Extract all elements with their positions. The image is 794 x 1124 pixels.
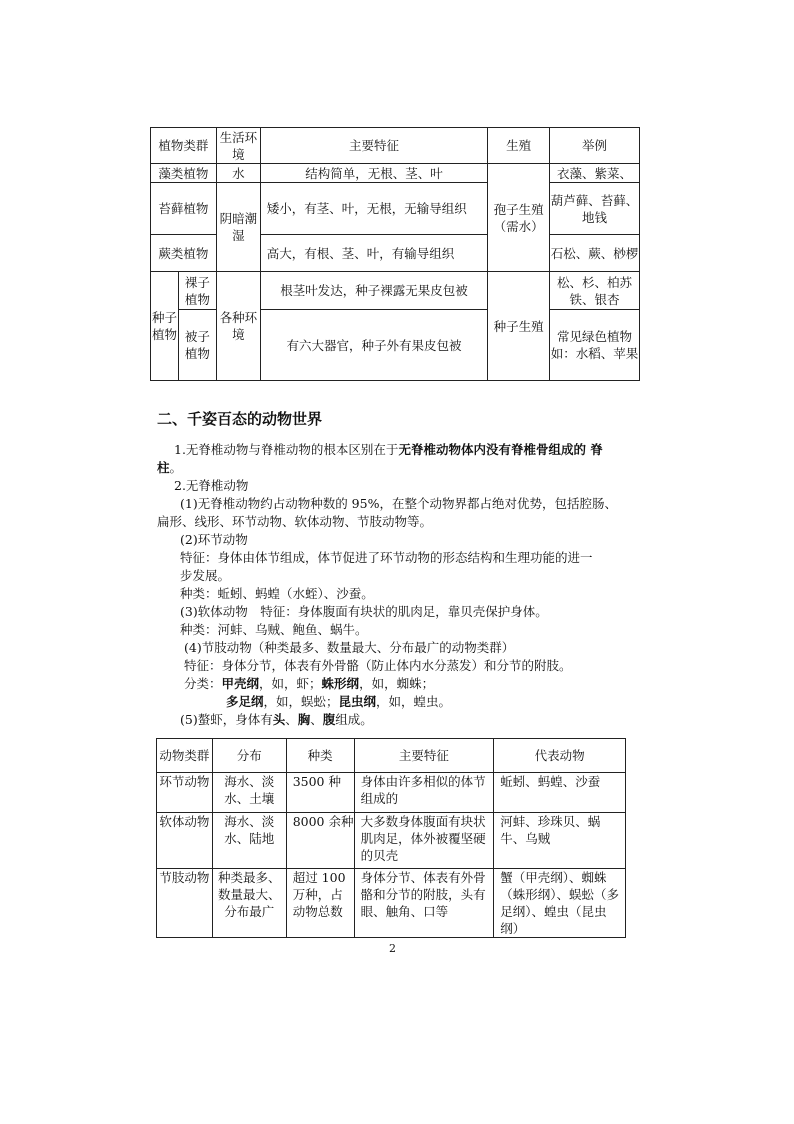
paragraph-6: 种类：蚯蚓、蚂蝗（水蛭）、沙蚕。 (180, 586, 374, 601)
th-example: 举例 (550, 128, 640, 164)
fern-group: 蕨类植物 (151, 235, 217, 272)
algae-env: 水 (216, 164, 260, 183)
th-count: 种类 (286, 739, 354, 773)
group-cell: 软体动物 (157, 813, 213, 869)
paragraph-3a: (1)无脊椎动物约占动物种数的 95%，在整个动物界都占绝对优势，包括腔肠、 (180, 496, 617, 511)
table-row (157, 813, 626, 869)
example-cell: 蚯蚓、蚂蝗、沙蚕 (494, 773, 626, 813)
spore-repro: 孢子生殖（需水） (488, 164, 550, 272)
angio-group: 被子植物 (178, 310, 216, 381)
paragraph-9: (4)节肢动物（种类最多、数量最大、分布最广的动物类群） (184, 640, 515, 655)
th-env: 生活环境 (216, 128, 260, 164)
feature-cell: 身体由许多相似的体节组成的 (354, 773, 494, 813)
gymno-example: 松、杉、柏苏铁、银杏 (550, 272, 640, 310)
section-title: 二、千姿百态的动物世界 (157, 410, 323, 428)
group-cell: 环节动物 (157, 773, 213, 813)
paragraph-5b: 步发展。 (180, 568, 231, 583)
group-cell: 节肢动物 (157, 869, 213, 938)
paragraph-11: 分类：甲壳纲，如，虾；蛛形纲，如，蜘蛛； (184, 676, 435, 691)
paragraph-8: 种类：河蚌、乌贼、鲍鱼、蜗牛。 (180, 622, 368, 637)
angio-example: 常见绿色植物如：水稻、苹果 (550, 310, 640, 381)
seed-plant: 种子植物 (151, 272, 179, 381)
th-feature: 主要特征 (260, 128, 487, 164)
algae-group: 藻类植物 (151, 164, 217, 183)
animal-table (156, 738, 626, 938)
count-cell: 超过 100 万种，占动物总数 (286, 869, 354, 938)
paragraph-10: 特征：身体分节，体表有外骨骼（防止体内水分蒸发）和分节的附肢。 (184, 658, 572, 673)
dist-cell: 海水、淡水、土壤 (212, 773, 286, 813)
paragraph-1-cont: 柱。 (157, 460, 183, 475)
feature-cell: 身体分节、体表有外骨骼和分节的附肢，头有眼、触角、口等 (354, 869, 494, 938)
th-dist: 分布 (212, 739, 286, 773)
count-cell: 3500 种 (286, 773, 354, 813)
algae-feature: 结构简单，无根、茎、叶 (260, 164, 487, 183)
moss-feature: 矮小，有茎、叶，无根，无输导组织 (260, 183, 487, 235)
moss-group: 苔藓植物 (151, 183, 217, 235)
algae-example: 衣藻、紫菜、 (550, 164, 640, 183)
example-cell: 蟹（甲壳纲）、蜘蛛（蛛形纲）、蜈蚣（多足纲）、蝗虫（昆虫纲） (494, 869, 626, 938)
th-group: 植物类群 (151, 128, 217, 164)
dist-cell: 种类最多、数量最大、分布最广 (212, 869, 286, 938)
paragraph-13: (5)螯虾，身体有头、胸、腹组成。 (180, 712, 373, 727)
all-env: 各种环境 (216, 272, 260, 381)
paragraph-12: 多足纲，如，蜈蚣；昆虫纲，如，蝗虫。 (226, 694, 452, 709)
example-cell: 河蚌、珍珠贝、蜗牛、乌贼 (494, 813, 626, 869)
shade-env: 阴暗潮湿 (216, 183, 260, 272)
moss-example: 葫芦藓、苔藓、地钱 (550, 183, 640, 235)
gymno-feature: 根茎叶发达，种子裸露无果皮包被 (260, 272, 487, 310)
th-animal-feature: 主要特征 (354, 739, 494, 773)
fern-example: 石松、蕨、桫椤 (550, 235, 640, 272)
page-number: 2 (389, 942, 396, 955)
table-row (157, 869, 626, 938)
plant-table (150, 127, 640, 381)
seed-repro: 种子生殖 (488, 272, 550, 381)
dist-cell: 海水、淡水、陆地 (212, 813, 286, 869)
feature-cell: 大多数身体腹面有块状肌肉足，体外被覆坚硬的贝壳 (354, 813, 494, 869)
paragraph-1: 1.无脊椎动物与脊椎动物的根本区别在于无脊椎动物体内没有脊椎骨组成的 脊 (174, 442, 603, 457)
paragraph-4: (2)环节动物 (180, 532, 248, 547)
angio-feature: 有六大器官，种子外有果皮包被 (260, 310, 487, 381)
th-animal-group: 动物类群 (157, 739, 213, 773)
table-row (157, 773, 626, 813)
paragraph-2: 2.无脊椎动物 (174, 478, 249, 493)
th-repro: 生殖 (488, 128, 550, 164)
th-rep-animal: 代表动物 (494, 739, 626, 773)
paragraph-7: (3)软体动物 特征：身体腹面有块状的肌肉足，靠贝壳保护身体。 (180, 604, 548, 619)
paragraph-3b: 扁形、线形、环节动物、软体动物、节肢动物等。 (157, 514, 433, 529)
fern-feature: 高大，有根、茎、叶，有输导组织 (260, 235, 487, 272)
count-cell: 8000 余种 (286, 813, 354, 869)
gymno-group: 裸子植物 (178, 272, 216, 310)
paragraph-5a: 特征：身体由体节组成，体节促进了环节动物的形态结构和生理功能的进一 (180, 550, 593, 565)
